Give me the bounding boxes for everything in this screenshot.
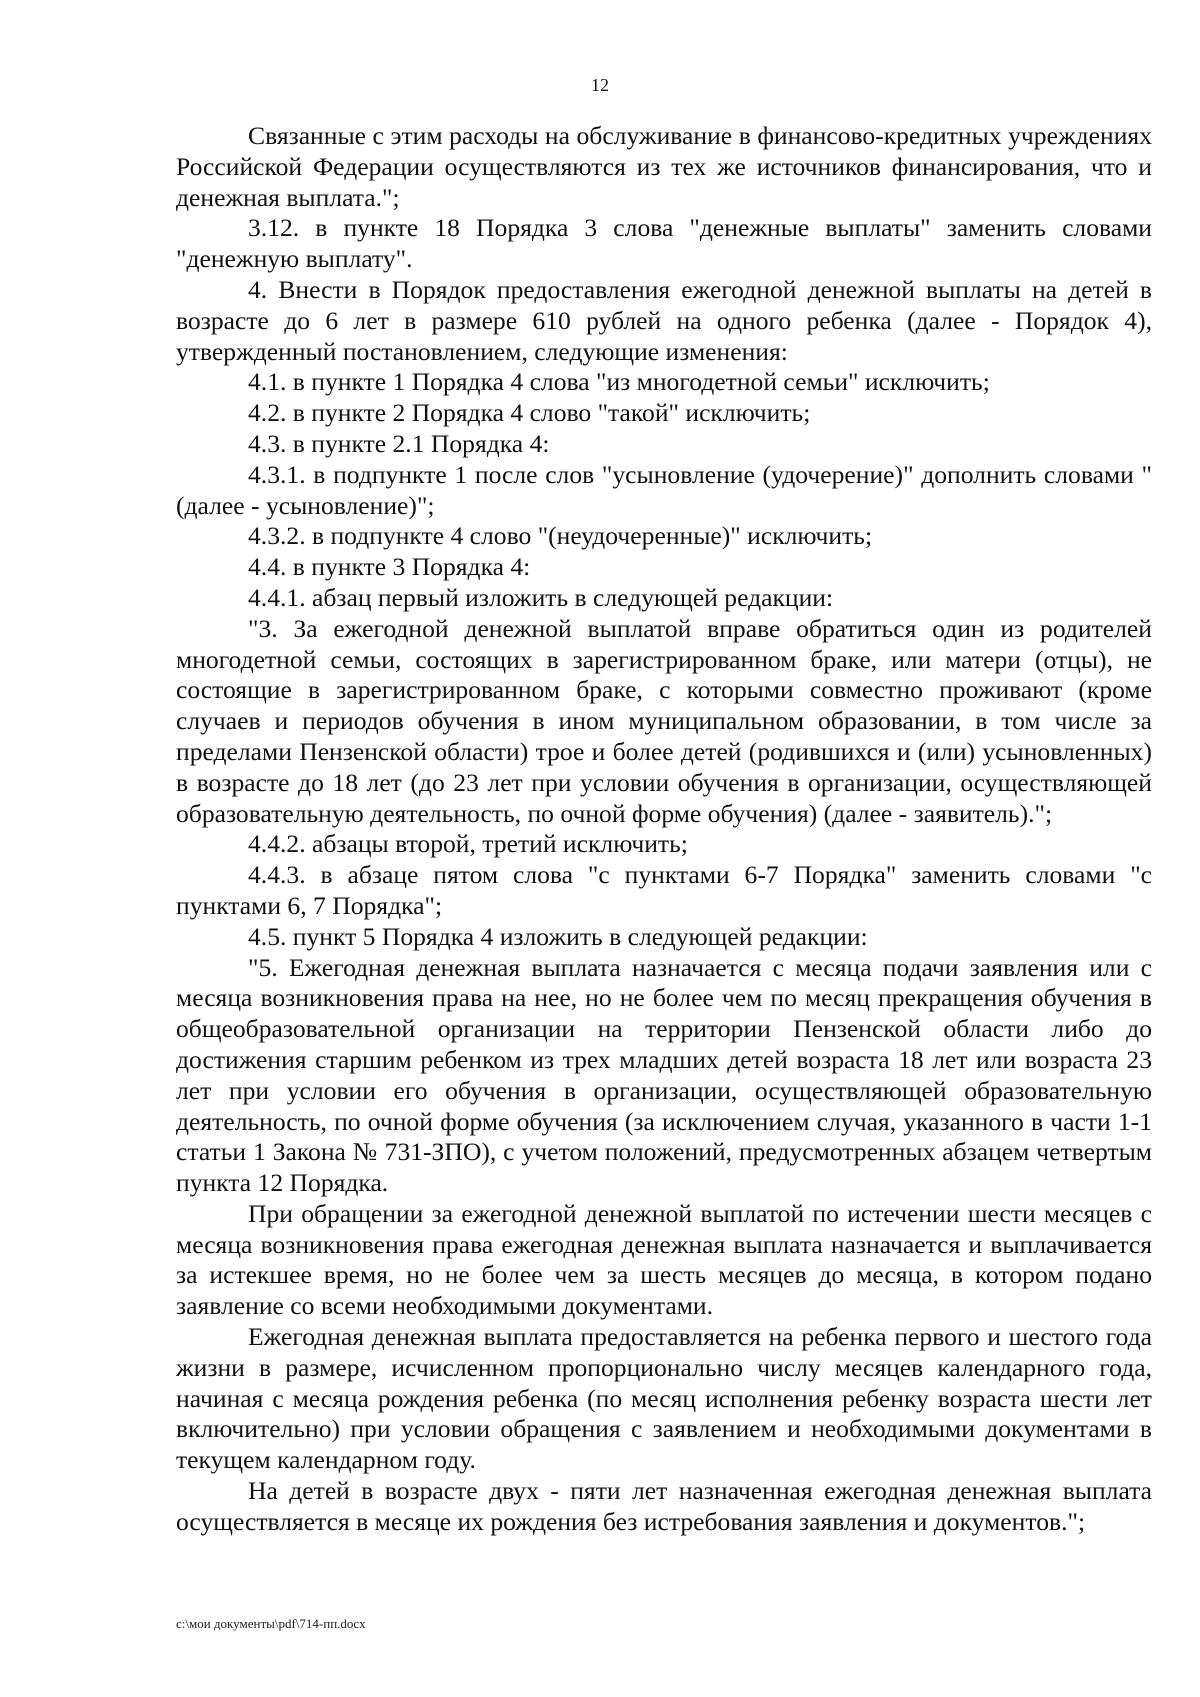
footer-file-path: c:\мои документы\pdf\714-пп.docx [176,1616,366,1631]
paragraph: "5. Ежегодная денежная выплата назначается с месяца подачи заявления или с месяца возникновения права на нее, но не более чем по месяц прекращения обучения в общеобразовательной организации на территории Пензенской области либо до достижения старшим ребенком из трех младших детей возраста 18 лет или возраста 23 лет при условии его обучения в организации, осуществляющей образовательную деятельность, по очной форме обучения (за исключением случая, указанного в части 1-1 статьи 1 Закона № 731-ЗПО), с учетом положений, предусмотренных абзацем четвертым пункта 12 Порядка. [176,952,1152,1198]
paragraph: Ежегодная денежная выплата предоставляется на ребенка первого и шестого года жизни в размере, исчисленном пропорционально числу месяцев календарного года, начиная с месяца рождения ребенка (по месяц исполнения ребенку возраста шести лет включительно) при условии обращения с заявлением и необходимыми документами в текущем календарном году. [176,1322,1152,1475]
paragraph: 4.4. в пункте 3 Порядка 4: [248,552,531,582]
paragraph: На детей в возрасте двух - пяти лет назначенная ежегодная денежная выплата осуществляется в месяце их рождения без истребования заявления и документов."; [176,1476,1152,1536]
paragraph: 4. Внести в Порядок предоставления ежегодной денежной выплаты на детей в возрасте до 6 лет в размере 610 рублей на одного ребенка (далее - Порядок 4), утвержденный постановлением, следующие изменения: [176,274,1152,366]
paragraph: Связанные с этим расходы на обслуживание в финансово-кредитных учреждениях Российской Федерации осуществляются из тех же источников финансирования, что и денежная выплата."; [176,121,1152,212]
paragraph: 4.2. в пункте 2 Порядка 4 слово "такой" исключить; [248,398,811,428]
document-body [176,121,1152,1538]
paragraph: 4.5. пункт 5 Порядка 4 изложить в следующей редакции: [248,921,868,951]
page-number: 12 [591,75,609,95]
paragraph: 4.4.1. абзац первый изложить в следующей редакции: [248,582,834,612]
paragraph: 4.3.2. в подпункте 4 слово "(неудочеренные)" исключить; [248,521,873,551]
paragraph: 4.3. в пункте 2.1 Порядка 4: [248,428,550,458]
paragraph: 4.4.3. в абзаце пятом слова "с пунктами 6-7 Порядка" заменить словами "с пунктами 6, 7 Порядка"; [176,860,1152,920]
paragraph: При обращении за ежегодной денежной выплатой по истечении шести месяцев с месяца возникновения права ежегодная денежная выплата назначается и выплачивается за истекшее время, но не более чем за шесть месяцев до месяца, в котором подано заявление со всеми необходимыми документами. [176,1198,1152,1321]
paragraph: 4.3.1. в подпункте 1 после слов "усыновление (удочерение)" дополнить словами "(далее - усыновление)"; [176,459,1152,520]
paragraph: "3. За ежегодной денежной выплатой вправе обратиться один из родителей многодетной семьи, состоящих в зарегистрированном браке, или матери (отцы), не состоящие в зарегистрированном браке, с которыми совместно проживают (кроме случаев и периодов обучения в ином муниципальном образовании, в том числе за пределами Пензенской области) трое и более детей (родившихся и (или) усыновленных) в возрасте до 18 лет (до 23 лет при условии обучения в организации, осуществляющей образовательную деятельность, по очной форме обучения) (далее - заявитель)."; [176,613,1152,828]
paragraph: 3.12. в пункте 18 Порядка 3 слова "денежные выплаты" заменить словами "денежную выплату". [176,213,1152,274]
paragraph: 4.1. в пункте 1 Порядка 4 слова "из многодетной семьи" исключить; [248,367,990,397]
paragraph: 4.4.2. абзацы второй, третий исключить; [248,829,688,859]
